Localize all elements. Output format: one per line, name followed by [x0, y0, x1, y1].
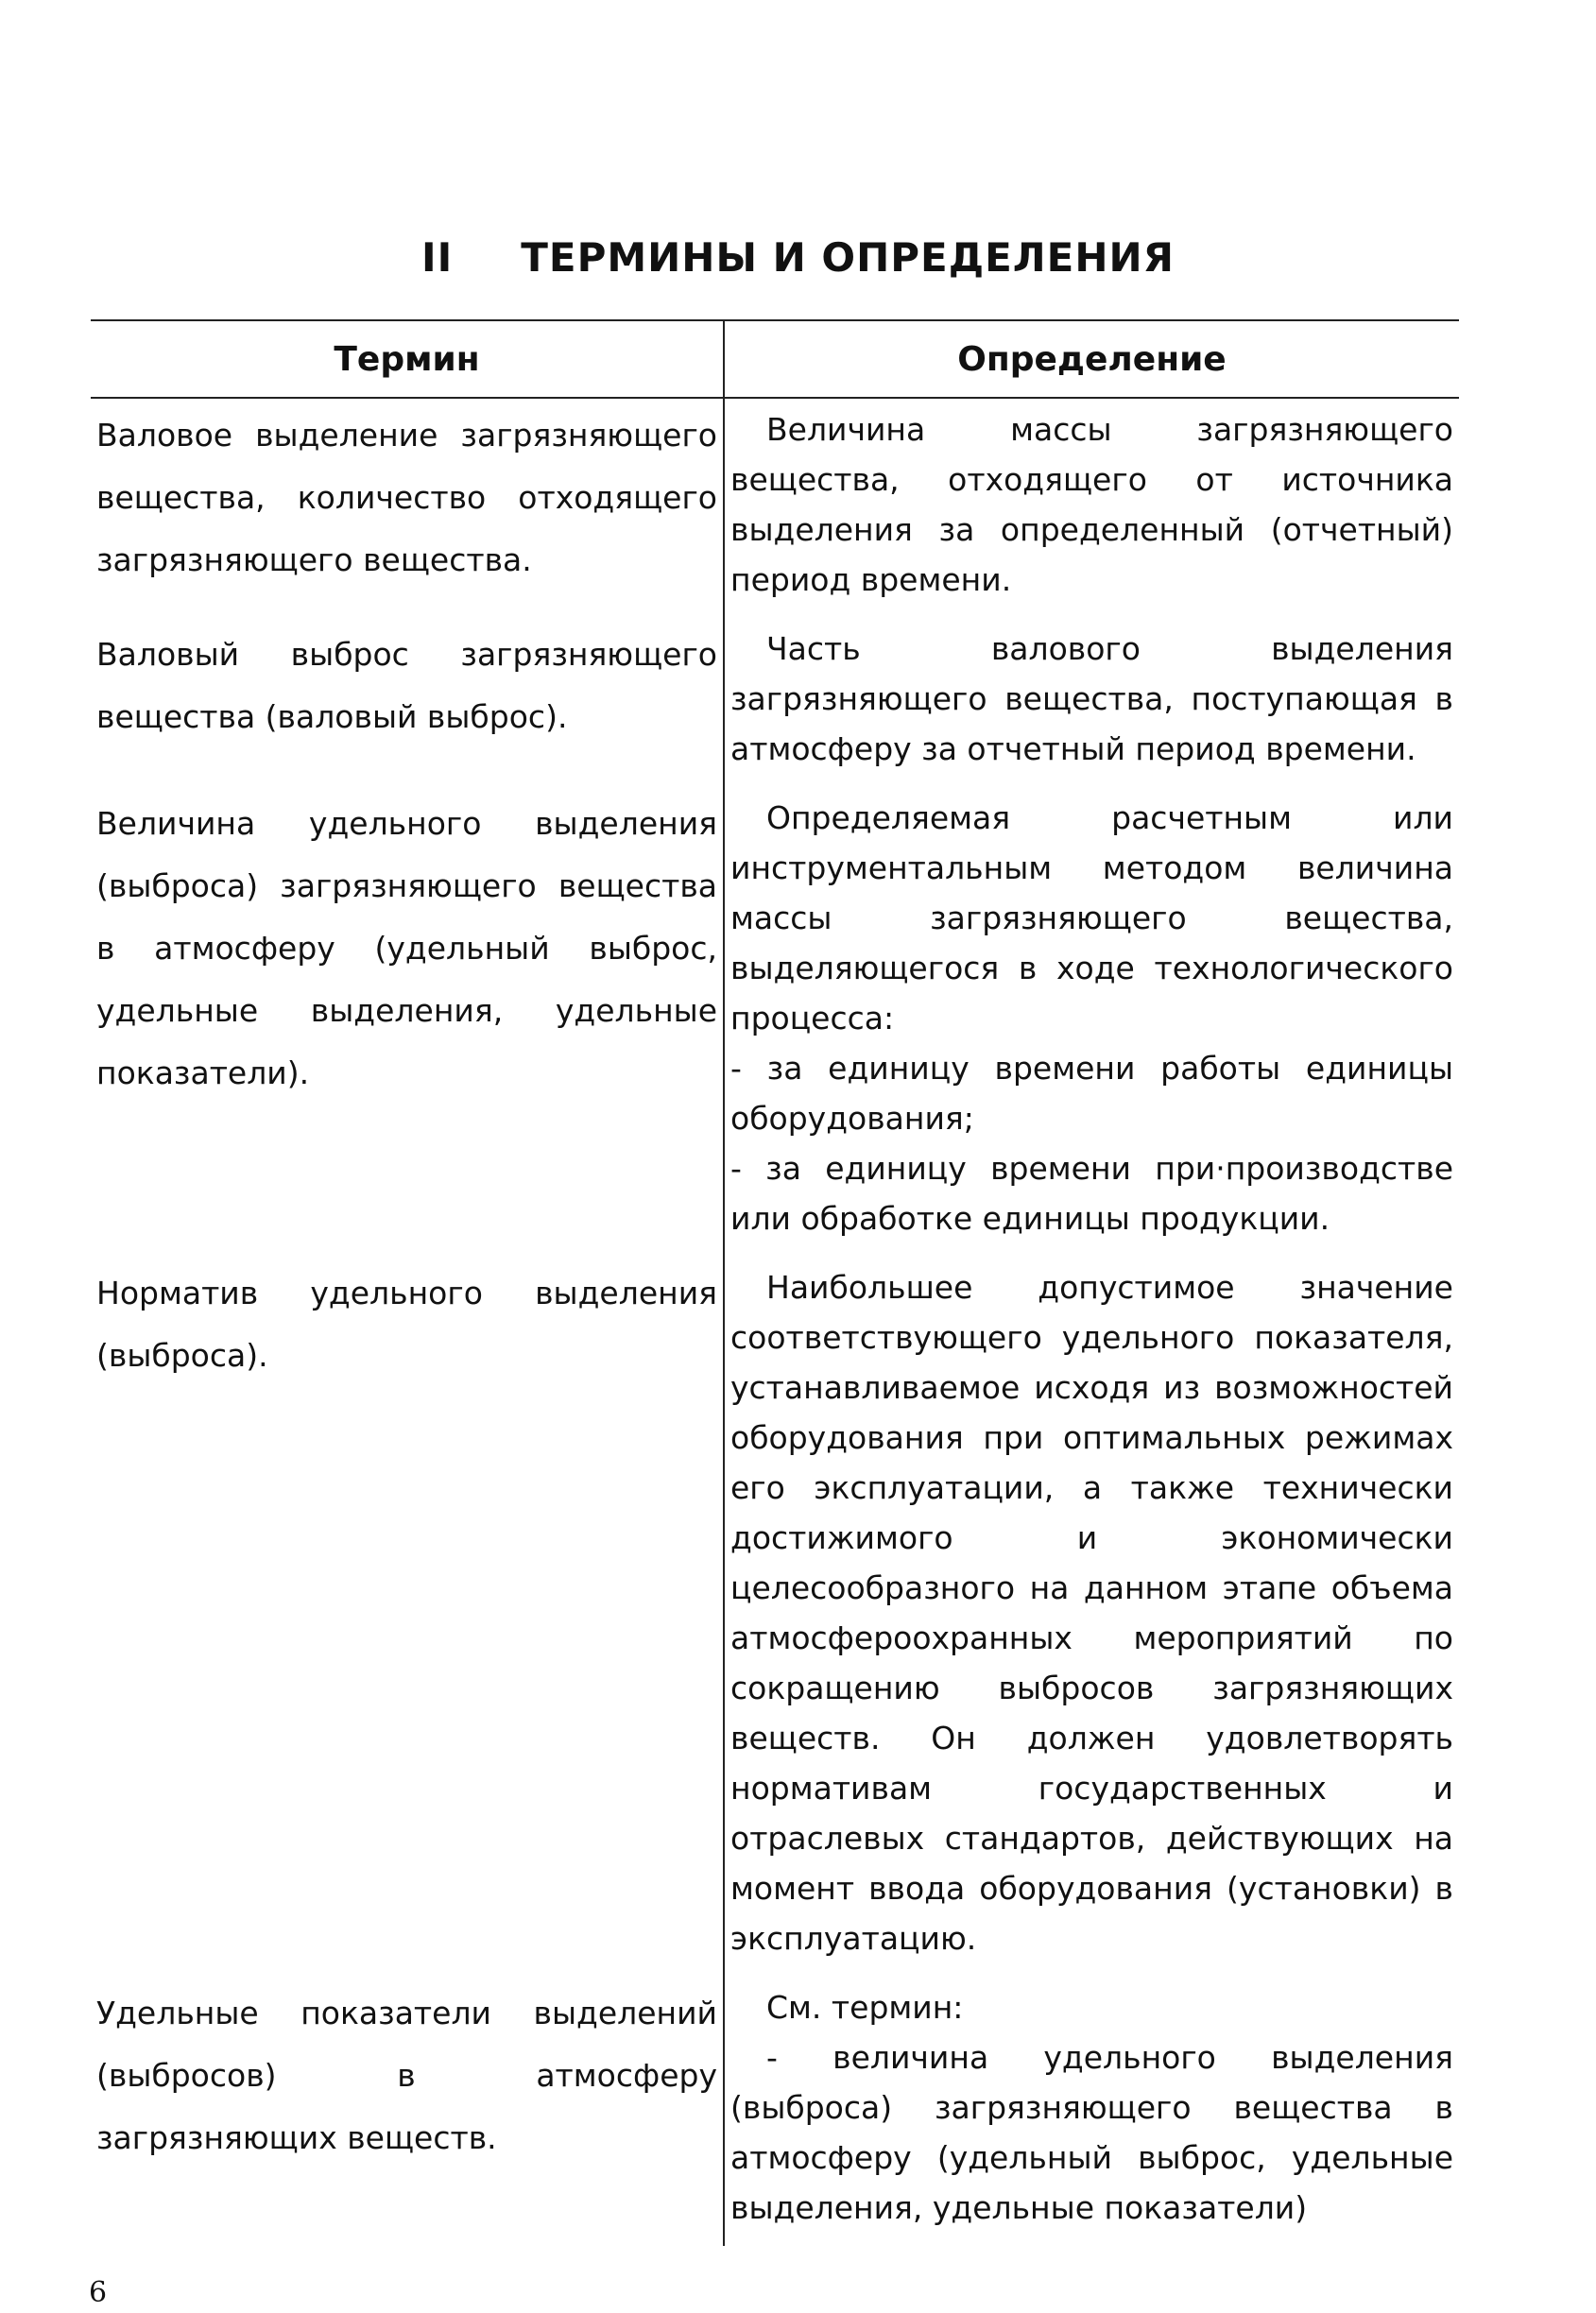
term-cell: Величина удельного выделения (выброса) загрязняющего вещества в атмосферу (удельный выброс, удельные выделения, удельные показатели).	[91, 787, 724, 1257]
definition-cell	[724, 1257, 1459, 1977]
terms-table	[91, 319, 1459, 2246]
term-cell: Норматив удельного выделения (выброса).	[91, 1257, 724, 1977]
page-title	[0, 234, 1596, 281]
definition-cell	[724, 398, 1459, 618]
table-row	[91, 398, 1459, 618]
definition-list-item: - за единицу времени работы единицы оборудования;	[730, 1050, 1453, 1137]
column-header-term: Термин	[91, 320, 724, 398]
definition-cell	[724, 787, 1459, 1257]
definition-cell	[724, 1977, 1459, 2246]
definition-paragraph: См. термин:	[766, 1989, 964, 2026]
table-row	[91, 1257, 1459, 1977]
definition-cell	[724, 618, 1459, 787]
term-cell: Валовое выделение загрязняющего вещества, количество отходящего загрязняющего вещества.	[91, 398, 724, 618]
definition-paragraph: Часть валового выделения загрязняющего вещества, поступающая в атмосферу за отчетный период времени.	[730, 630, 1453, 767]
table-row	[91, 787, 1459, 1257]
definition-list-item: - величина удельного выделения (выброса) загрязняющего вещества в атмосферу (удельный выброс, удельные выделения, удельные показатели)	[730, 2039, 1453, 2226]
definition-paragraph: Величина массы загрязняющего вещества, отходящего от источника выделения за определенный (отчетный) период времени.	[730, 411, 1453, 598]
term-cell: Удельные показатели выделений (выбросов) в атмосферу загрязняющих веществ.	[91, 1977, 724, 2246]
section-number: II	[420, 234, 454, 281]
table-row	[91, 1977, 1459, 2246]
table-header-row	[91, 320, 1459, 398]
definition-paragraph: Определяемая расчетным или инструментальным методом величина массы загрязняющего вещества, выделяющегося в ходе технологического процесса:	[730, 799, 1453, 1037]
definition-paragraph: Наибольшее допустимое значение соответствующего удельного показателя, устанавливаемое исходя из возможностей оборудования при оптимальных режимах его эксплуатации, а также технически достижимого и экономически целесообразного на данном этапе объема атмосфероохранных мероприятий по сокращению выбросов загрязняющих веществ. Он должен удовлетворять нормативам государственных и отраслевых стандартов, действующих на момент ввода оборудования (установки) в эксплуатацию.	[730, 1269, 1453, 1957]
definition-list-item: - за единицу времени при·производстве или обработке единицы продукции.	[730, 1150, 1453, 1237]
column-header-definition: Определение	[724, 320, 1459, 398]
section-title: ТЕРМИНЫ И ОПРЕДЕЛЕНИЯ	[521, 234, 1176, 281]
table-row	[91, 618, 1459, 787]
term-cell: Валовый выброс загрязняющего вещества (валовый выброс).	[91, 618, 724, 787]
page-number: 6	[89, 2276, 108, 2309]
